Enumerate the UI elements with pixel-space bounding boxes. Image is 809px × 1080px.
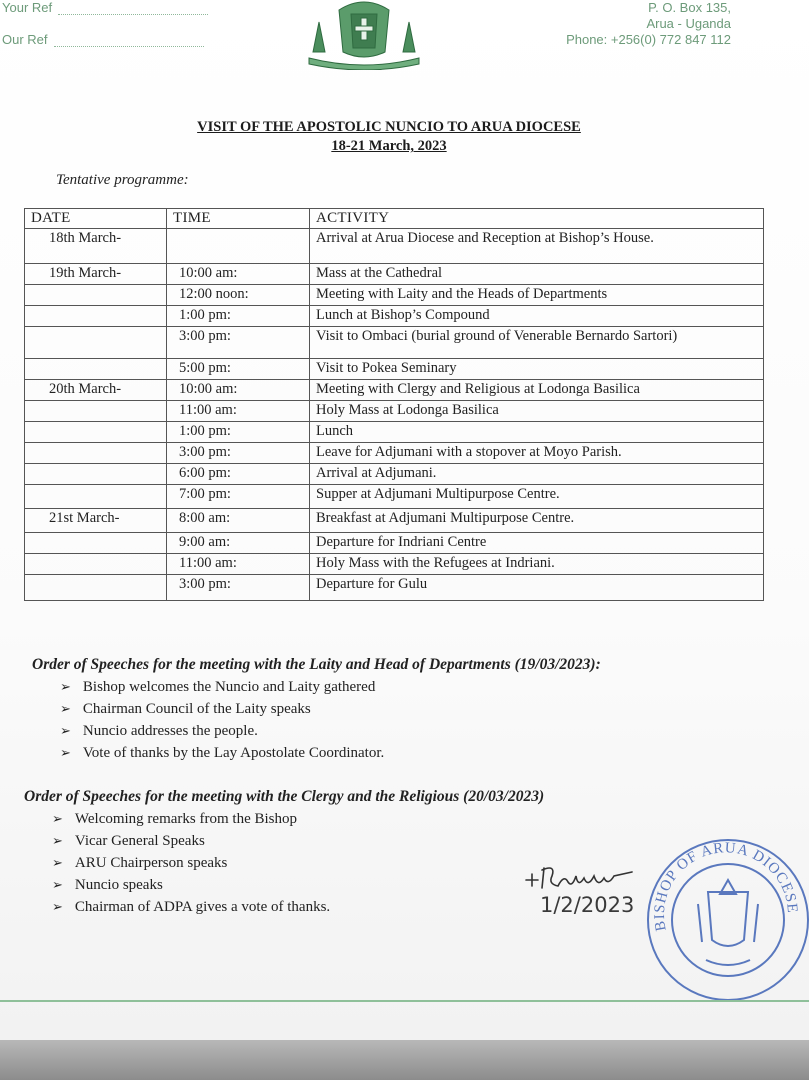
laity-speeches-heading: Order of Speeches for the meeting with the Laity and Head of Departments (19/03/2023): [32,656,601,673]
cell-date [25,533,167,554]
list-item: ➢ Vicar General Speaks [52,830,544,852]
cell-activity: Holy Mass at Lodonga Basilica [310,401,764,422]
cell-activity: Supper at Adjumani Multipurpose Centre. [310,485,764,509]
list-item: ➢ Nuncio addresses the people. [60,720,601,742]
signature-date: 1/2/2023 [540,893,635,917]
cell-date [25,359,167,380]
cell-time: 11:00 am: [167,401,310,422]
table-row [25,229,764,264]
table-row [25,401,764,422]
table-row [25,285,764,306]
cell-time [167,229,310,264]
cell-activity: Holy Mass with the Refugees at Indriani. [310,554,764,575]
title-line-1: VISIT OF THE APOSTOLIC NUNCIO TO ARUA DIOCESE [197,119,581,135]
cell-date [25,306,167,327]
table-row [25,554,764,575]
cell-activity: Arrival at Arua Diocese and Reception at Bishop’s House. [310,229,764,264]
clergy-speeches-section [24,786,544,918]
cell-date [25,554,167,575]
cell-time: 10:00 am: [167,380,310,401]
list-item: ➢ Chairman Council of the Laity speaks [60,698,601,720]
cell-date [25,443,167,464]
clergy-speeches-heading: Order of Speeches for the meeting with the Clergy and the Religious (20/03/2023) [24,788,545,805]
tentative-label: Tentative programme: [56,172,189,188]
diocese-stamp-seal [636,820,809,1010]
header-time: TIME [167,209,310,229]
cell-date [25,422,167,443]
header-date: DATE [25,209,167,229]
letterhead-address [566,0,731,48]
svg-text:BISHOP OF ARUA DIOCESE [652,840,800,932]
cell-date: 19th March- [25,264,167,285]
list-item: ➢ ARU Chairperson speaks [52,852,544,874]
our-ref-line [2,32,204,47]
cell-time: 9:00 am: [167,533,310,554]
list-item: ➢ Nuncio speaks [52,874,544,896]
your-ref-label: Your Ref [2,0,53,15]
header-activity: ACTIVITY [310,209,764,229]
table-row [25,380,764,401]
cell-date: 21st March- [25,509,167,533]
table-row [25,443,764,464]
title-line-2: 18-21 March, 2023 [331,138,447,154]
table-row [25,422,764,443]
footer-divider [0,1000,809,1002]
our-ref-label: Our Ref [2,32,48,47]
cell-date [25,327,167,359]
programme-table [24,208,764,601]
table-row [25,359,764,380]
cell-activity: Meeting with Clergy and Religious at Lodonga Basilica [310,380,764,401]
stamp-lettering: BISHOP OF ARUA DIOCESE [651,840,801,933]
cell-activity: Meeting with Laity and the Heads of Departments [310,285,764,306]
cell-activity: Mass at the Cathedral [310,264,764,285]
clergy-speeches-list [24,808,544,918]
cell-activity: Visit to Ombaci (burial ground of Venerable Bernardo Sartori) [310,327,764,359]
cell-time: 3:00 pm: [167,575,310,601]
cell-time: 7:00 pm: [167,485,310,509]
table-row [25,509,764,533]
cell-date [25,464,167,485]
list-item: ➢ Vote of thanks by the Lay Apostolate Coordinator. [60,742,601,764]
cell-activity: Lunch [310,422,764,443]
your-ref-line [2,0,208,15]
cell-time: 1:00 pm: [167,306,310,327]
list-item: ➢ Chairman of ADPA gives a vote of thanks. [52,896,544,918]
cell-time: 1:00 pm: [167,422,310,443]
document-title [160,118,618,156]
cell-time: 8:00 am: [167,509,310,533]
table-row [25,533,764,554]
diocese-crest-logo [305,0,423,70]
cell-time: 5:00 pm: [167,359,310,380]
cell-activity: Breakfast at Adjumani Multipurpose Centre. [310,509,764,533]
table-row [25,306,764,327]
cell-date: 20th March- [25,380,167,401]
cell-activity: Lunch at Bishop’s Compound [310,306,764,327]
cell-date: 18th March- [25,229,167,264]
cell-date [25,575,167,601]
cell-time: 3:00 pm: [167,443,310,464]
list-item: ➢ Bishop welcomes the Nuncio and Laity gathered [60,676,601,698]
cell-activity: Departure for Indriani Centre [310,533,764,554]
cell-date [25,401,167,422]
table-header-row [25,209,764,229]
cell-activity: Visit to Pokea Seminary [310,359,764,380]
list-item: ➢ Welcoming remarks from the Bishop [52,808,544,830]
cell-time: 6:00 pm: [167,464,310,485]
cell-date [25,485,167,509]
address-line: Arua - Uganda [646,16,731,31]
page-bottom-shadow [0,1040,809,1080]
table-row [25,485,764,509]
table-row [25,327,764,359]
cell-activity: Leave for Adjumani with a stopover at Moyo Parish. [310,443,764,464]
phone-line: Phone: +256(0) 772 847 112 [566,32,731,47]
cell-time: 3:00 pm: [167,327,310,359]
address-line: P. O. Box 135, [648,0,731,15]
table-row [25,575,764,601]
table-row [25,464,764,485]
cell-activity: Arrival at Adjumani. [310,464,764,485]
cell-date [25,285,167,306]
table-row [25,264,764,285]
cell-time: 12:00 noon: [167,285,310,306]
cell-time: 10:00 am: [167,264,310,285]
laity-speeches-list [32,676,601,764]
laity-speeches-section [32,654,601,764]
cell-time: 11:00 am: [167,554,310,575]
cell-activity: Departure for Gulu [310,575,764,601]
